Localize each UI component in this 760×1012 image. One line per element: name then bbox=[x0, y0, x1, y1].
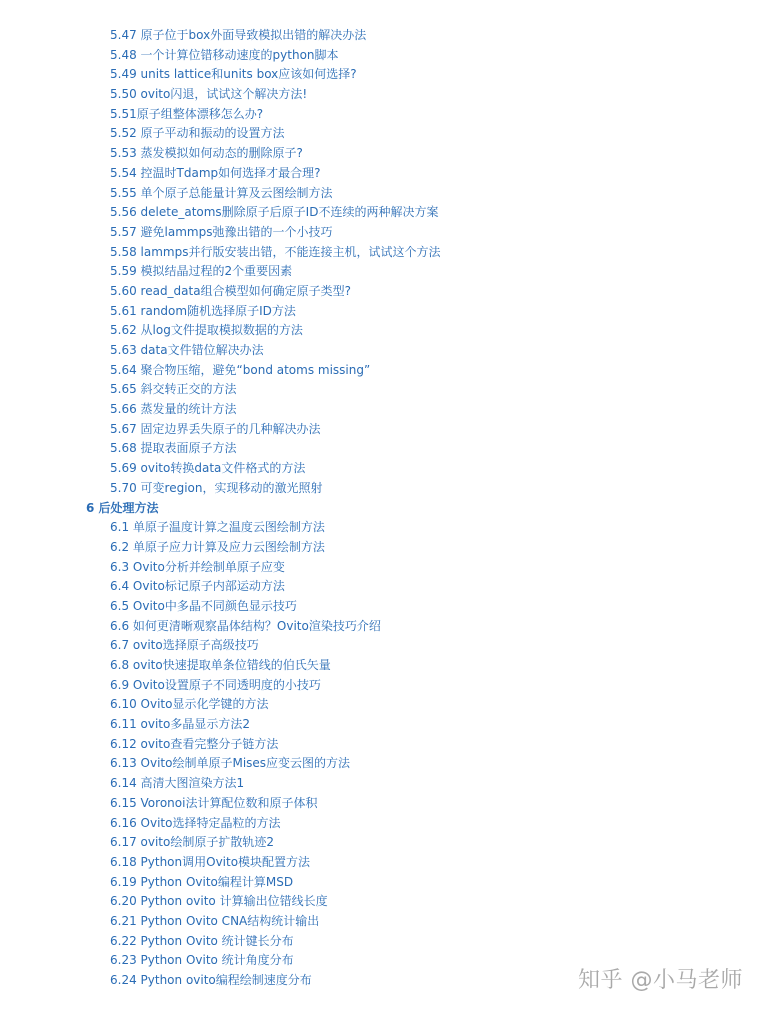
toc-entry bbox=[0, 558, 760, 578]
toc-entry-link[interactable]: 6.5 Ovito中多晶不同颜色显示技巧 bbox=[110, 598, 297, 613]
toc-entry-link[interactable]: 6.14 高清大图渲染方法1 bbox=[110, 776, 245, 791]
toc-entry bbox=[0, 617, 760, 637]
toc-entry bbox=[0, 439, 760, 459]
toc-entry-link[interactable]: 5.67 固定边界丢失原子的几种解决办法 bbox=[110, 421, 321, 436]
toc-entry bbox=[0, 873, 760, 893]
toc-entry bbox=[0, 184, 760, 204]
toc-entry bbox=[0, 636, 760, 656]
toc-entry-link[interactable]: 5.70 可变region，实现移动的激光照射 bbox=[110, 480, 323, 495]
toc-entry-link[interactable]: 5.60 read_data组合模型如何确定原子类型? bbox=[110, 283, 351, 298]
toc-entry bbox=[0, 26, 760, 46]
toc-entry-link[interactable]: 5.48 一个计算位错移动速度的python脚本 bbox=[110, 47, 339, 62]
toc-entry-link[interactable]: 6.6 如何更清晰观察晶体结构？Ovito渲染技巧介绍 bbox=[110, 618, 381, 633]
toc-entry-link[interactable]: 5.52 原子平动和振动的设置方法 bbox=[110, 126, 285, 141]
toc-entry bbox=[0, 46, 760, 66]
toc-entry bbox=[0, 932, 760, 952]
toc-entry bbox=[0, 144, 760, 164]
toc-entry bbox=[0, 124, 760, 144]
toc-entry-link[interactable]: 6.24 Python ovito编程绘制速度分布 bbox=[110, 973, 312, 987]
toc-entry bbox=[0, 538, 760, 558]
toc-entry bbox=[0, 754, 760, 774]
toc-entry-link[interactable]: 6.23 Python Ovito 统计角度分布 bbox=[110, 953, 294, 968]
toc-entry bbox=[0, 321, 760, 341]
toc-entry bbox=[0, 853, 760, 873]
toc-entry-link[interactable]: 6.3 Ovito分析并绘制单原子应变 bbox=[110, 559, 285, 574]
toc-entry-link[interactable]: 6.8 ovito快速提取单条位错线的伯氏矢量 bbox=[110, 658, 331, 672]
toc-entry bbox=[0, 459, 760, 479]
table-of-contents bbox=[0, 26, 760, 991]
toc-entry-link[interactable]: 5.59 模拟结晶过程的2个重要因素 bbox=[110, 264, 293, 279]
toc-entry-link[interactable]: 5.58 lammps并行版安装出错，不能连接主机，试试这个方法 bbox=[110, 244, 441, 259]
toc-entry-link[interactable]: 6.20 Python ovito 计算输出位错线长度 bbox=[110, 894, 328, 909]
toc-entry bbox=[0, 243, 760, 263]
toc-entry bbox=[0, 833, 760, 853]
toc-entry-link[interactable]: 5.47 原子位于box外面导致模拟出错的解决办法 bbox=[110, 28, 367, 42]
toc-entry bbox=[0, 203, 760, 223]
toc-entry bbox=[0, 676, 760, 696]
toc-entry bbox=[0, 361, 760, 381]
toc-entry-link[interactable]: 6.15 Voronoi法计算配位数和原子体积 bbox=[110, 795, 318, 810]
toc-entry-link[interactable]: 5.56 delete_atoms删除原子后原子ID不连续的两种解决方案 bbox=[110, 205, 439, 220]
toc-entry bbox=[0, 420, 760, 440]
toc-entry bbox=[0, 695, 760, 715]
toc-entry-link[interactable]: 5.66 蒸发量的统计方法 bbox=[110, 402, 237, 417]
toc-entry-link[interactable]: 5.57 避免lammps弛豫出错的一个小技巧 bbox=[110, 224, 333, 239]
toc-entry bbox=[0, 735, 760, 755]
toc-entry bbox=[0, 814, 760, 834]
toc-entry bbox=[0, 479, 760, 499]
toc-entry bbox=[0, 774, 760, 794]
toc-entry-link[interactable]: 6.4 Ovito标记原子内部运动方法 bbox=[110, 579, 285, 594]
toc-entry-link[interactable]: 5.63 data文件错位解决办法 bbox=[110, 343, 264, 357]
toc-entry-link[interactable]: 5.55 单个原子总能量计算及云图绘制方法 bbox=[110, 185, 333, 200]
toc-entry bbox=[0, 892, 760, 912]
toc-entry-link[interactable]: 5.54 控温时Tdamp如何选择才最合理? bbox=[110, 165, 321, 180]
toc-entry-link[interactable]: 6.12 ovito查看完整分子链方法 bbox=[110, 736, 279, 751]
toc-entry bbox=[0, 380, 760, 400]
toc-entry-link[interactable]: 5.51原子组整体漂移怎么办? bbox=[110, 106, 264, 121]
toc-entry bbox=[0, 577, 760, 597]
toc-entry-link[interactable]: 5.62 从log文件提取模拟数据的方法 bbox=[110, 323, 303, 338]
toc-entry bbox=[0, 223, 760, 243]
toc-entry-link[interactable]: 5.68 提取表面原子方法 bbox=[110, 441, 237, 456]
toc-entry bbox=[0, 341, 760, 361]
toc-entry bbox=[0, 262, 760, 282]
toc-entry-link[interactable]: 6.11 ovito多晶显示方法2 bbox=[110, 717, 250, 732]
toc-entry bbox=[0, 164, 760, 184]
toc-entry-link[interactable]: 6.21 Python Ovito CNA结构统计输出 bbox=[110, 913, 320, 928]
toc-entry-link[interactable]: 5.64 聚合物压缩，避免“bond atoms missing” bbox=[110, 362, 371, 377]
toc-entry-link[interactable]: 5.49 units lattice和units box应该如何选择? bbox=[110, 67, 357, 82]
toc-entry-link[interactable]: 5.61 random随机选择原子ID方法 bbox=[110, 303, 296, 318]
toc-entry-link[interactable]: 6.10 Ovito显示化学键的方法 bbox=[110, 697, 269, 712]
zhihu-watermark: 知乎 @小马老师 bbox=[578, 968, 743, 993]
toc-entry-link[interactable]: 6.18 Python调用Ovito模块配置方法 bbox=[110, 854, 311, 869]
toc-entry bbox=[0, 400, 760, 420]
toc-entry-link[interactable]: 6.22 Python Ovito 统计键长分布 bbox=[110, 933, 294, 948]
toc-entry bbox=[0, 85, 760, 105]
toc-entry-link[interactable]: 6.17 ovito绘制原子扩散轨迹2 bbox=[110, 835, 274, 850]
toc-entry-link[interactable]: 6.19 Python Ovito编程计算MSD bbox=[110, 874, 294, 889]
toc-entry-link[interactable]: 6.2 单原子应力计算及应力云图绘制方法 bbox=[110, 539, 325, 554]
toc-entry bbox=[0, 794, 760, 814]
toc-entry-link[interactable]: 6.7 ovito选择原子高级技巧 bbox=[110, 638, 259, 653]
toc-entry bbox=[0, 518, 760, 538]
toc-entry-link[interactable]: 5.53 蒸发模拟如何动态的删除原子? bbox=[110, 146, 303, 161]
toc-entry-link[interactable]: 5.69 ovito转换data文件格式的方法 bbox=[110, 461, 306, 476]
toc-entry-link[interactable]: 6.9 Ovito设置原子不同透明度的小技巧 bbox=[110, 677, 321, 692]
toc-entry bbox=[0, 65, 760, 85]
toc-entry-link[interactable]: 5.50 ovito闪退，试试这个解决方法! bbox=[110, 87, 308, 102]
toc-entry bbox=[0, 656, 760, 676]
toc-entry bbox=[0, 912, 760, 932]
toc-entry bbox=[0, 105, 760, 125]
toc-entry-link[interactable]: 6.16 Ovito选择特定晶粒的方法 bbox=[110, 815, 281, 830]
toc-entry bbox=[0, 597, 760, 617]
toc-entry-link[interactable]: 6.13 Ovito绘制单原子Mises应变云图的方法 bbox=[110, 756, 351, 771]
toc-entry bbox=[0, 715, 760, 735]
toc-entry-link[interactable]: 5.65 斜交转正交的方法 bbox=[110, 382, 237, 397]
toc-chapter-heading bbox=[0, 499, 760, 519]
toc-entry bbox=[0, 282, 760, 302]
toc-entry bbox=[0, 302, 760, 322]
toc-chapter-link[interactable]: 6 后处理方法 bbox=[86, 500, 159, 515]
toc-entry-link[interactable]: 6.1 单原子温度计算之温度云图绘制方法 bbox=[110, 520, 325, 535]
